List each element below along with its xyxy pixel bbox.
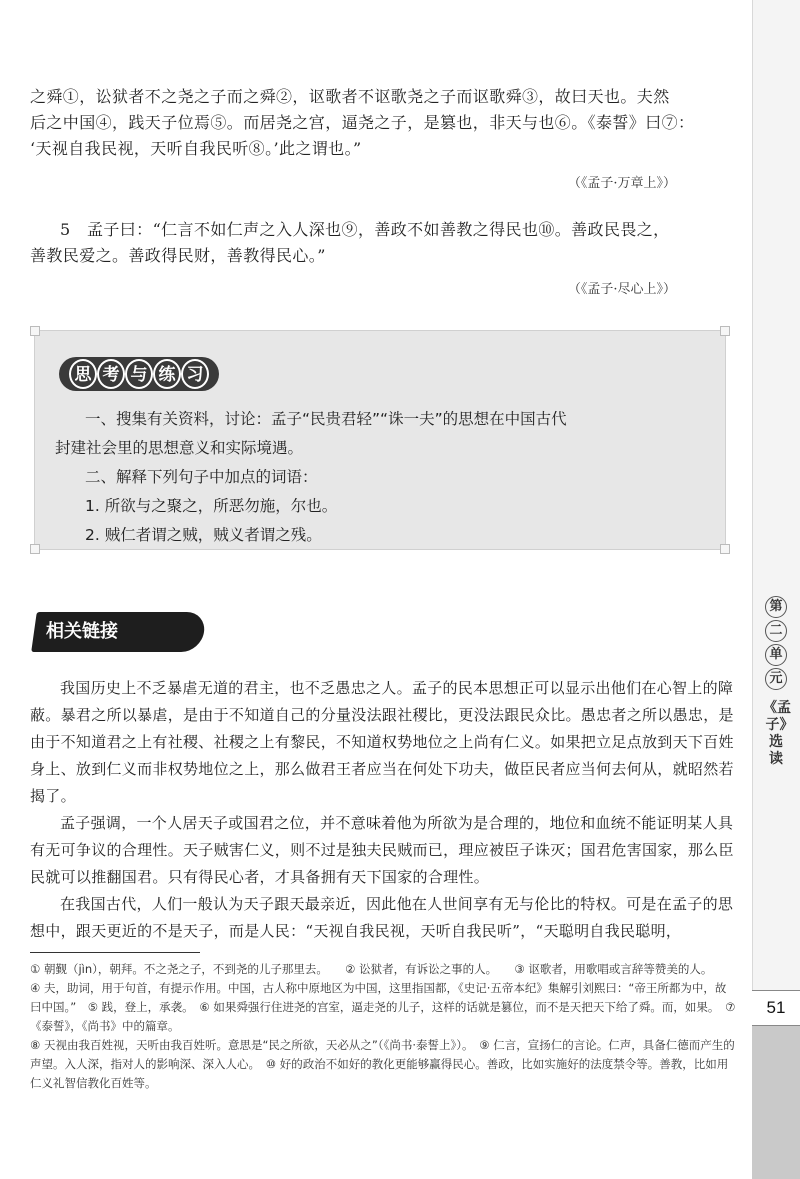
unit-char: 单 xyxy=(765,644,787,666)
passage-5 xyxy=(30,217,742,269)
footnotes xyxy=(30,960,736,1093)
corner-mark xyxy=(720,326,730,336)
passage-4-line-2: 后之中国④，践天子位焉⑤。而居尧之宫，逼尧之子，是篡也，非天与也⑥。《泰誓》曰⑦： xyxy=(30,113,695,132)
unit-char: 第 xyxy=(765,596,787,618)
unit-char: 二 xyxy=(765,620,787,642)
badge-char: 习 xyxy=(181,359,209,389)
passage-4-source: （《孟子·万章上》） xyxy=(567,176,676,191)
passage-5-line-2: 善教民爱之。善政得民财，善教得民心。” xyxy=(30,246,326,265)
passage-5-source: （《孟子·尽心上》） xyxy=(567,282,676,297)
footnote-divider xyxy=(30,952,200,953)
related-paragraph-1: 我国历史上不乏暴虐无道的君主，也不乏愚忠之人。孟子的民本思想正可以显示出他们在心智上的障蔽。暴君之所以暴虐，是由于不知道自己的分量没法跟社稷比，更没法跟民众比。愚忠者之所以愚忠，是由于不知道君之上有社稷、社稷之上有黎民，不知道权势地位之上尚有仁义。如果把立足点放到天下百姓身上、放到仁义而非权势地位之上，那么做君王者应当在何处下功夫，做臣民者应当何去何从，就昭然若揭了。 xyxy=(30,679,734,805)
footnote-block-1: ① 朝觐（jìn），朝拜。不之尧之子，不到尧的儿子那里去。 ② 讼狱者，有诉讼之事的人。 ③ 讴歌者，用歌唱或言辞等赞美的人。 ④ 夫，助词，用于句首，有提示作用。中国，古人称中原地区为中国，这里指国都，《史记·五帝本纪》集解引刘熙曰：“帝王所都为中，故曰中国。” ⑤ 践，登上，承袭。 ⑥ 如果舜强行住进尧的宫室，逼走尧的儿子，这样的话就是篡位，而不是天把天下给了舜。而，如果。 ⑦《泰誓》，《尚书》中的篇章。 xyxy=(30,962,736,1033)
unit-subtitle: 《孟子》选读 xyxy=(763,700,791,767)
corner-mark xyxy=(30,544,40,554)
badge-char: 练 xyxy=(153,359,181,389)
side-margin-shade xyxy=(752,1015,800,1179)
corner-mark xyxy=(720,544,730,554)
exercise-box xyxy=(34,330,726,550)
corner-mark xyxy=(30,326,40,336)
unit-label xyxy=(758,596,794,690)
footnote-block-2: ⑧ 天视由我百姓视，天听由我百姓听。意思是“民之所欲，天必从之”（《尚书·泰誓上》）。 ⑨ 仁言，宣扬仁的言论。仁声，具备仁德而产生的声望。入人深，指对人的影响深、深入人心。 ⑩ 好的政治不如好的教化更能够赢得民心。善政，比如实施好的法度禁令等。善教，比如用仁义礼智信教化百姓等。 xyxy=(30,1038,735,1090)
exercise-title-badge xyxy=(59,357,219,391)
passage-4-line-3: ‘天视自我民视，天听自我民听⑧。’此之谓也。” xyxy=(30,139,362,158)
related-links-text xyxy=(30,675,742,945)
badge-char: 思 xyxy=(69,359,97,389)
exercise-q1-line-2: 封建社会里的思想意义和实际境遇。 xyxy=(55,439,304,457)
exercise-q2-item-1: 1. 所欲与之聚之，所恶勿施，尔也。 xyxy=(85,497,338,515)
passage-4-line-1: 之舜①，讼狱者不之尧之子而之舜②，讴歌者不讴歌尧之子而讴歌舜③，故曰天也。夫然 xyxy=(30,87,670,106)
exercise-body xyxy=(55,405,705,550)
badge-char: 与 xyxy=(125,359,153,389)
exercise-q1-line-1: 一、搜集有关资料，讨论：孟子“民贵君轻”“诛一夫”的思想在中国古代 xyxy=(85,410,567,428)
related-links-heading xyxy=(31,612,207,652)
badge-char: 考 xyxy=(97,359,125,389)
related-paragraph-3: 在我国古代，人们一般认为天子跟天最亲近，因此他在人世间享有无与伦比的特权。可是在孟子的思想中，跟天更近的不是天子，而是人民：“天视自我民视，天听自我民听”，“天聪明自我民聪明， xyxy=(30,895,734,940)
exercise-q2: 二、解释下列句子中加点的词语： xyxy=(85,468,318,486)
passage-5-line-1: 5 孟子曰：“仁言不如仁声之入人深也⑨，善政不如善教之得民也⑩。善政民畏之， xyxy=(60,220,670,239)
passage-4 xyxy=(30,84,742,162)
related-links-title: 相关链接 xyxy=(46,621,118,642)
related-paragraph-2: 孟子强调，一个人居天子或国君之位，并不意味着他为所欲为是合理的，地位和血统不能证明某人具有无可争议的合理性。天子贼害仁义，则不过是独夫民贼而已，理应被臣子诛灭；国君危害国家，那么臣民就可以推翻国君。只有得民心者，才具备拥有天下国家的合理性。 xyxy=(30,814,734,886)
unit-char: 元 xyxy=(765,668,787,690)
exercise-q2-item-2: 2. 贼仁者谓之贼，贼义者谓之残。 xyxy=(85,526,322,544)
page-number: 51 xyxy=(752,990,800,1026)
